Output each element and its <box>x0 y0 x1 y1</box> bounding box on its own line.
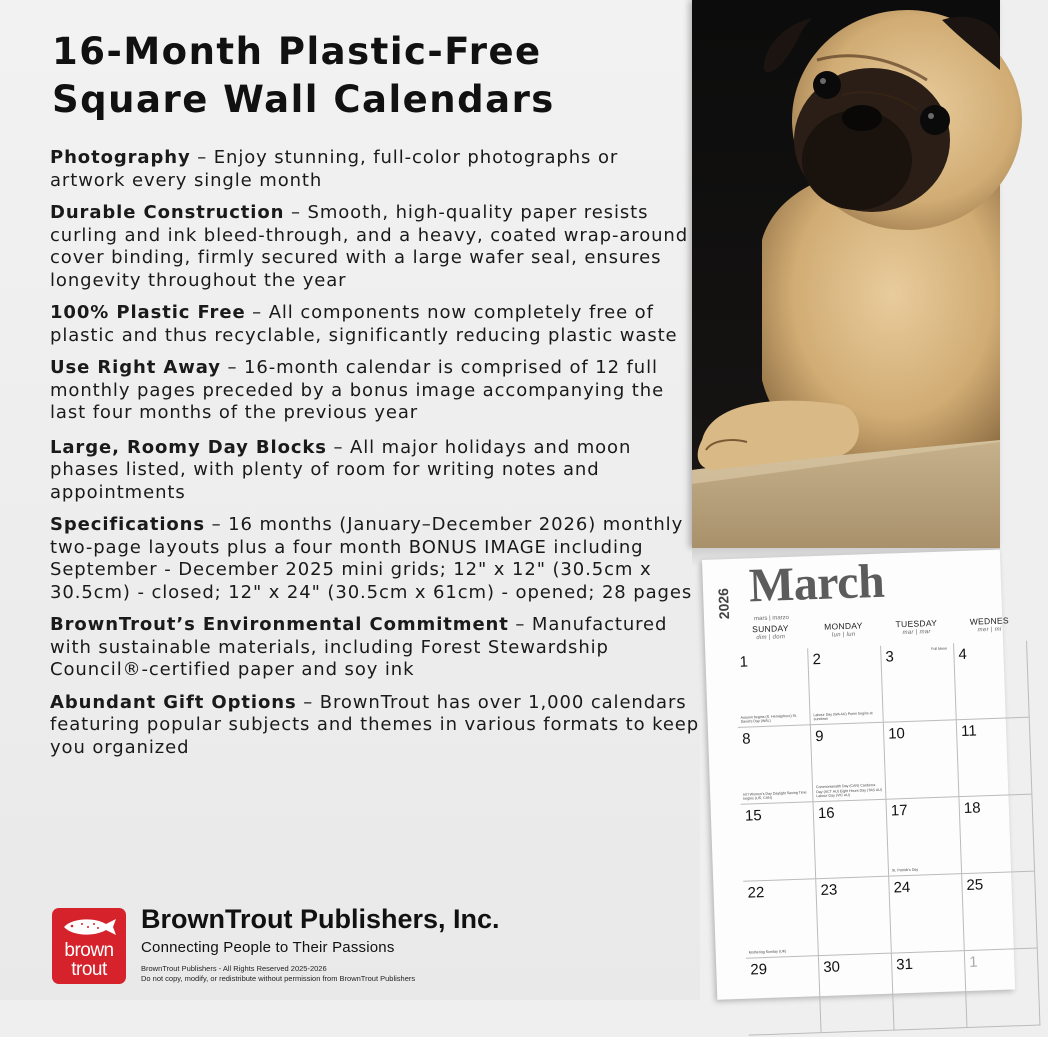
day-cell <box>886 797 962 877</box>
day-cell <box>808 646 884 726</box>
feature-gift-options <box>50 692 700 760</box>
day-cell <box>811 723 887 803</box>
feature-text: – Manufactured with sustainable materials, including Forest Stewardship Council®-certified paper and soy ink <box>50 614 668 680</box>
calendar-photo-page <box>692 0 1000 548</box>
feature-term: Use Right Away <box>50 357 221 378</box>
holiday-note: Commonwealth Day (CAN) Canberra Day (ACT AU) Eight Hours Day (TAS AU) Labour Day (VIC AU) <box>815 783 882 798</box>
title-line-1: 16-Month Plastic-Free <box>52 30 542 73</box>
day-number: 8 <box>741 730 751 748</box>
day-cell <box>743 879 819 959</box>
holiday-note: Full Moon <box>931 646 948 652</box>
day-number: 30 <box>822 958 841 977</box>
day-cell <box>884 720 960 800</box>
holiday-note: St. Patrick's Day <box>891 867 919 873</box>
day-number: 23 <box>820 881 838 900</box>
calendar-month-translations: mars | marzo <box>753 615 790 623</box>
feature-text: – Smooth, high-quality paper resists curling and ink bleed-through, and a heavy, coated wrap-around cover binding, firmly secured with a large wafer seal, ensures longevity throughout the year <box>50 202 689 291</box>
feature-plastic-free <box>50 302 700 347</box>
holiday-note: Int'l Women's Day Daylight Saving Time begins (US, CAN) <box>743 790 807 801</box>
feature-list <box>50 147 700 769</box>
weekday-monday <box>807 620 880 640</box>
day-number: 4 <box>958 645 968 664</box>
weekday-label: TUESDAY <box>895 617 938 630</box>
day-number: 25 <box>966 876 984 894</box>
day-cell <box>735 648 811 728</box>
holiday-note: Autumn begins (S. Hemisphere) St. David's Day (WAL) <box>740 713 798 724</box>
publisher-tagline: Connecting People to Their Passions <box>141 939 395 956</box>
day-cell <box>959 795 1035 875</box>
feature-term: Specifications <box>50 514 205 535</box>
feature-text: – All major holidays and moon phases listed, with plenty of room for writing notes and appointments <box>50 436 632 503</box>
title-line-2: Square Wall Calendars <box>52 78 555 121</box>
weekday-translation: dim | dom <box>756 634 786 642</box>
day-number: 9 <box>814 727 824 746</box>
publisher-name: BrownTrout Publishers, Inc. <box>141 904 500 934</box>
day-number: 1 <box>739 653 749 671</box>
feature-environmental <box>50 614 700 682</box>
day-number: 16 <box>817 804 835 823</box>
brand-block <box>52 906 692 996</box>
weekday-translation: mar | mar <box>902 629 931 637</box>
weekday-sunday <box>734 622 807 642</box>
day-number: 24 <box>893 878 911 897</box>
logo-line-2: trout <box>71 959 107 980</box>
feature-term: BrownTrout’s Environmental Commitment <box>50 614 509 635</box>
weekday-tuesday <box>880 617 953 637</box>
weekday-label: SUNDAY <box>751 623 789 635</box>
feature-use-right-away <box>50 357 700 425</box>
feature-day-blocks <box>50 437 700 505</box>
day-number: 10 <box>887 725 906 743</box>
day-number: 22 <box>747 884 765 902</box>
weekday-label: WEDNES <box>969 615 1010 627</box>
day-cell <box>962 872 1038 952</box>
feature-term: Durable Construction <box>50 202 285 223</box>
feature-specifications <box>50 514 700 604</box>
legal-notice <box>141 964 415 983</box>
day-cell <box>814 800 890 880</box>
day-cell <box>746 956 822 1036</box>
day-cell <box>881 643 957 723</box>
day-cell <box>741 802 817 882</box>
day-cell <box>892 951 968 1031</box>
day-cell <box>954 641 1030 721</box>
day-cell <box>965 949 1041 1029</box>
feature-photography <box>50 147 700 192</box>
day-number: 11 <box>960 722 978 741</box>
day-cell <box>957 718 1033 798</box>
weekday-translation: lun | lun <box>831 631 856 639</box>
feature-durable-construction <box>50 202 700 292</box>
day-number: 15 <box>744 807 762 825</box>
day-cell <box>889 874 965 954</box>
holiday-note: Labour Day (WA AU) Purim begins at sundown <box>813 710 873 721</box>
calendar-month-name: March <box>748 554 886 613</box>
feature-term: 100% Plastic Free <box>50 302 246 323</box>
day-number: 1 <box>968 953 978 971</box>
calendar-year: 2026 <box>714 587 733 620</box>
feature-term: Large, Roomy Day Blocks <box>50 436 327 458</box>
feature-term: Photography <box>50 147 191 168</box>
day-cell <box>738 725 814 805</box>
logo-wordmark <box>52 941 126 979</box>
day-number: 17 <box>890 801 908 820</box>
day-number: 3 <box>885 648 895 666</box>
legal-line-2: Do not copy, modify, or redistribute without permission from BrownTrout Publishers <box>141 973 416 983</box>
page-title <box>52 28 682 124</box>
trout-icon <box>60 916 118 938</box>
holiday-note: Mothering Sunday (UK) <box>748 949 787 955</box>
day-number: 18 <box>963 799 981 818</box>
feature-text: – 16 months (January–December 2026) monthly two-page layouts plus a four month BONUS IMAGE including September - December 2025 mini grids; 12" x 12" (30.5cm x 30.5cm) - closed; 12" x 24" (30.5cm x 61cm) - opened; 28 pages <box>50 514 693 603</box>
day-number: 29 <box>750 960 768 979</box>
browntrout-logo <box>52 908 126 984</box>
feature-text: – BrownTrout has over 1,000 calendars featuring popular subjects and themes in various formats to keep you organized <box>50 691 700 758</box>
day-number: 31 <box>895 955 914 974</box>
weekday-label: MONDAY <box>823 620 863 632</box>
weekday-translation: mer | mi <box>977 626 1002 634</box>
day-number: 2 <box>812 650 822 669</box>
calendar-grid-page <box>702 550 1015 1000</box>
weekday-wednesday <box>953 615 1026 635</box>
feature-term: Abundant Gift Options <box>50 691 297 713</box>
day-cell <box>816 877 892 957</box>
feature-text: – 16-month calendar is comprised of 12 full monthly pages preceded by a bonus image accompanying the last four months of the previous year <box>50 357 665 423</box>
pug-photo <box>692 0 1000 548</box>
legal-line-1: BrownTrout Publishers - All Rights Reserved 2025-2026 <box>141 964 327 973</box>
feature-text: – All components now completely free of plastic and thus recyclable, significantly reducing plastic waste <box>50 302 678 346</box>
logo-line-1: brown <box>64 940 114 961</box>
day-cell <box>819 954 895 1034</box>
feature-text: – Enjoy stunning, full-color photographs or artwork every single month <box>50 147 619 191</box>
